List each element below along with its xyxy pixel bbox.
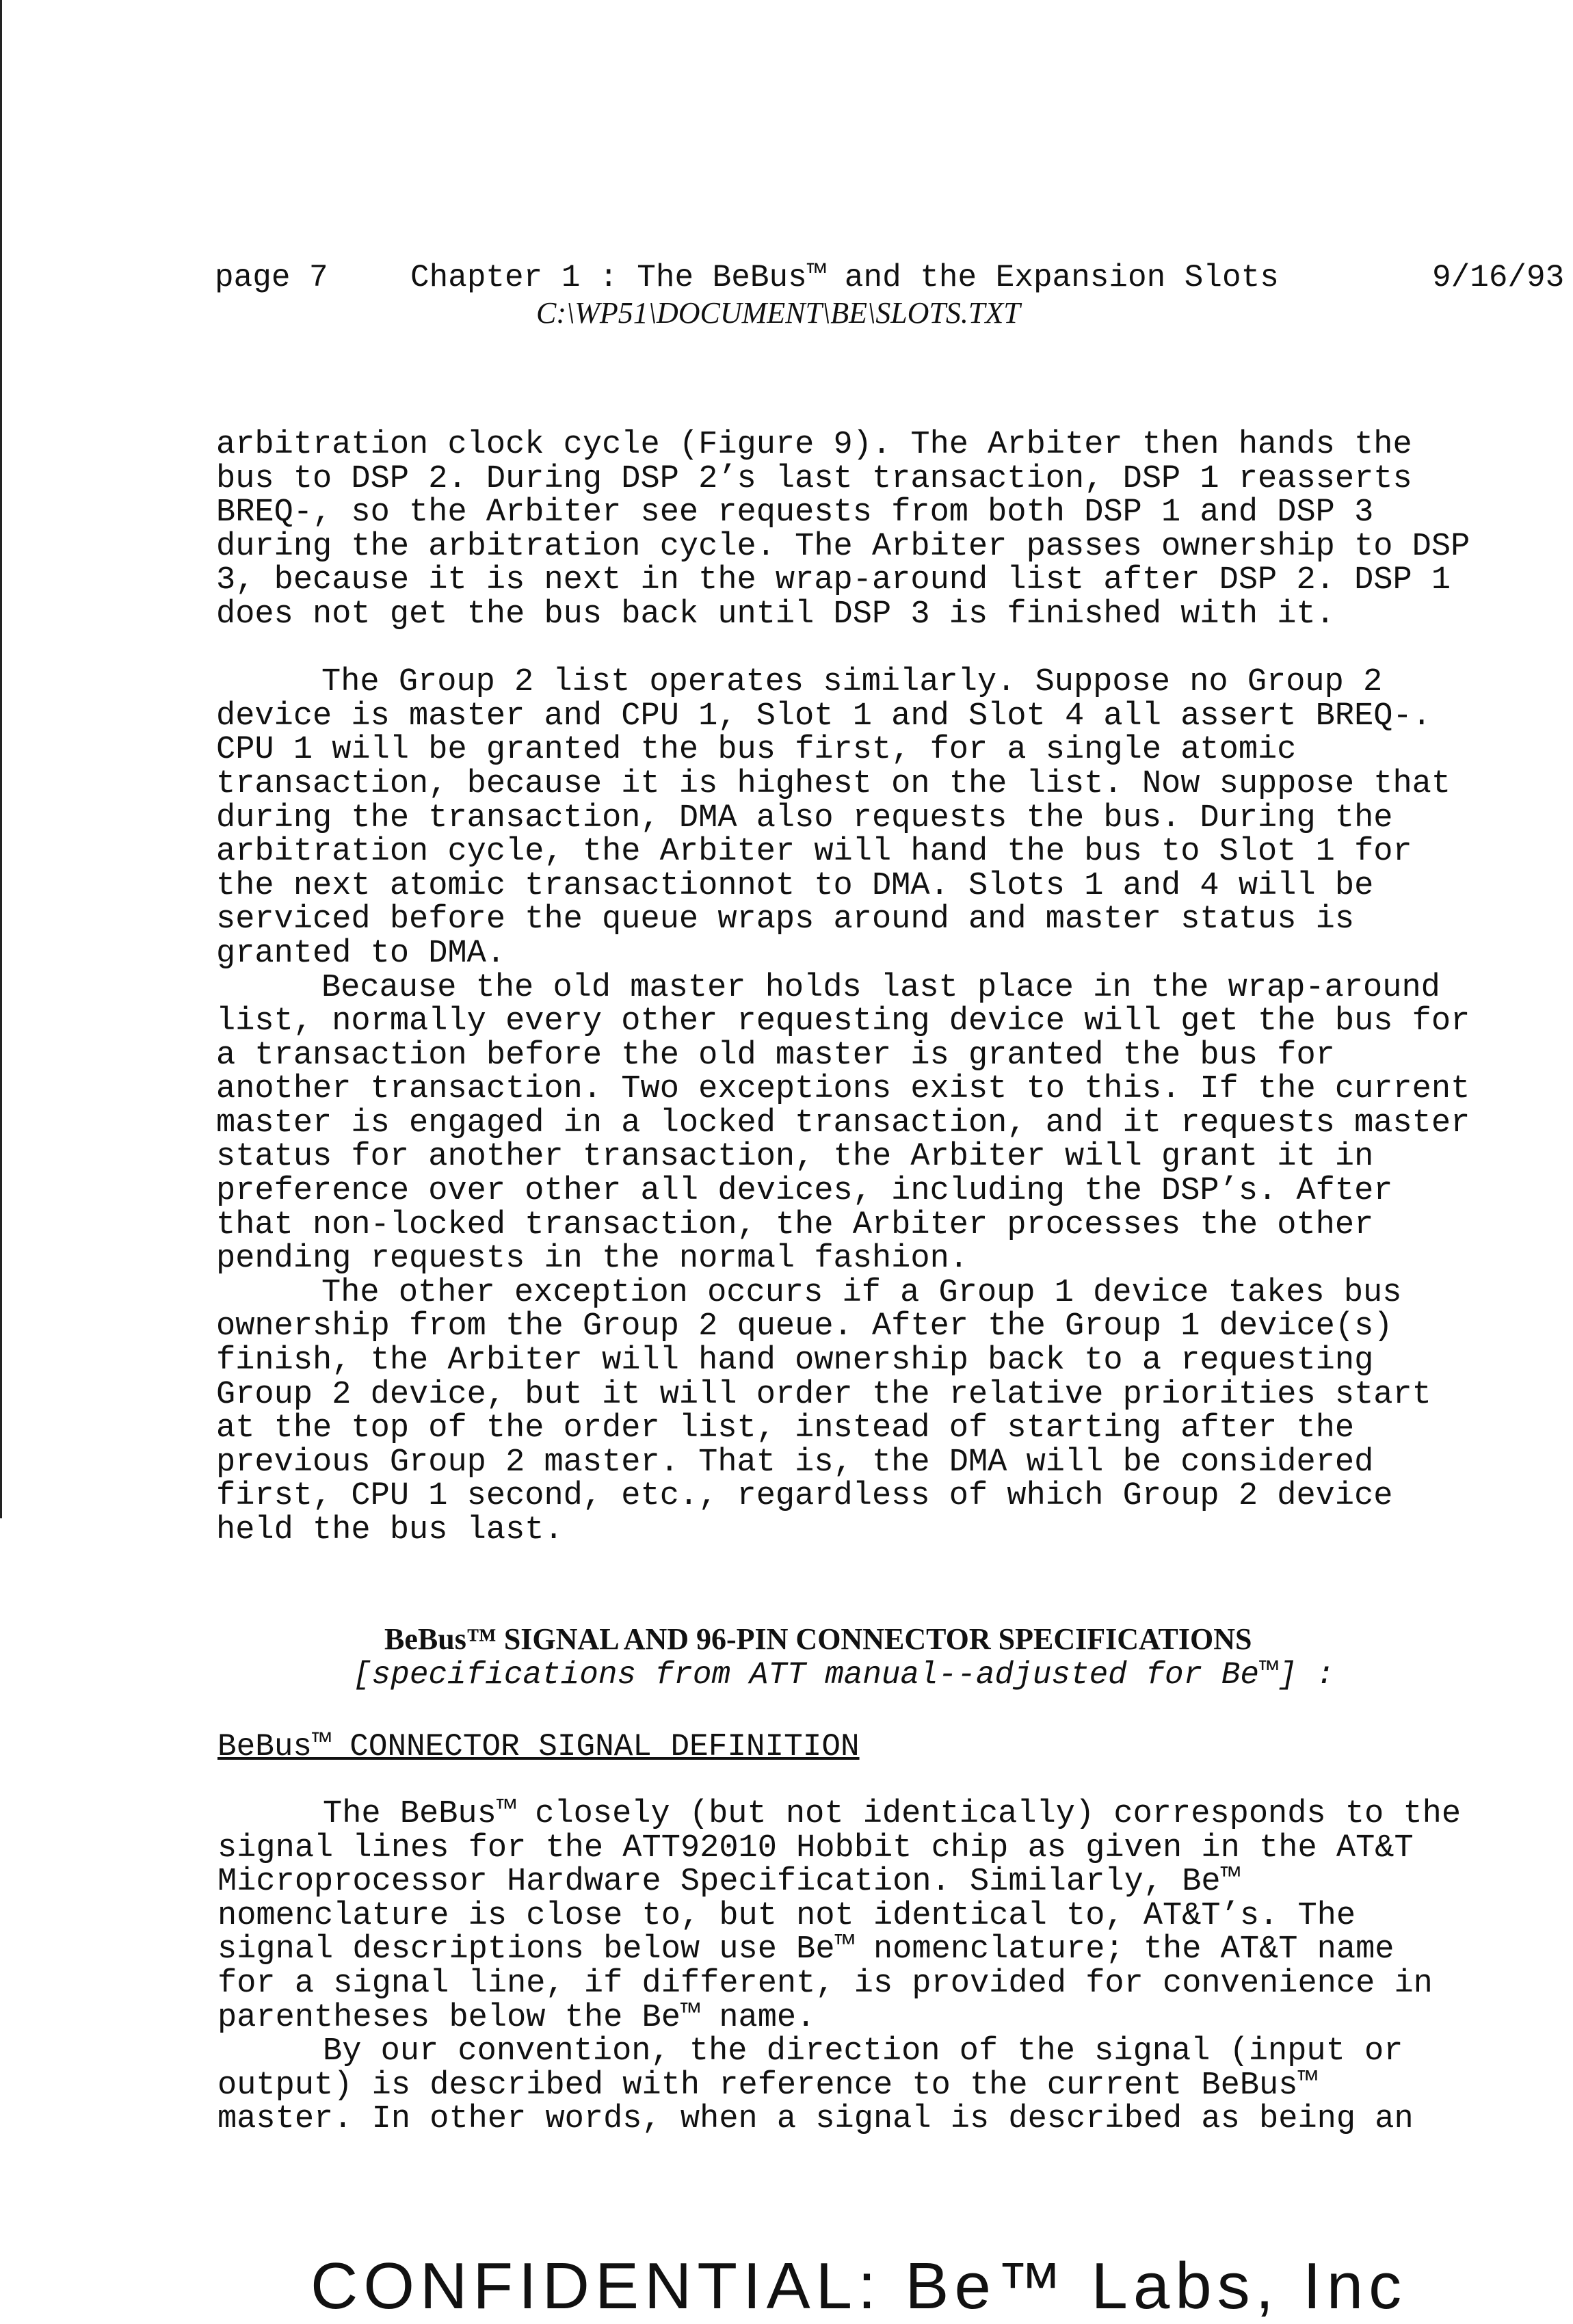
confidential-footer: CONFIDENTIAL: Be™ Labs, Inc xyxy=(310,2249,1407,2323)
text-line: transaction, because it is highest on the list. Now suppose that xyxy=(216,765,1451,802)
document-body xyxy=(216,428,1573,1548)
text-line: first, CPU 1 second, etc., regardless of which Group 2 device xyxy=(216,1478,1393,1515)
text-line: for a signal line, if different, is provided for convenience in xyxy=(217,1965,1433,2002)
text-line: does not get the bus back until DSP 3 is finished with it. xyxy=(216,596,1335,633)
text-line: pending requests in the normal fashion. xyxy=(216,1241,968,1278)
text-line: previous Group 2 master. That is, the DMA will be considered xyxy=(216,1444,1374,1481)
text-line: parentheses below the Be™ name. xyxy=(217,1999,816,2036)
text-line: The BeBus™ closely (but not identically) corresponds to the xyxy=(323,1797,1462,1832)
text-line: signal descriptions below use Be™ nomenclature; the AT&T name xyxy=(217,1931,1394,1968)
text-line: signal lines for the ATT92010 Hobbit chip as given in the AT&T xyxy=(217,1830,1414,1866)
text-line: Microprocessor Hardware Specification. Similarly, Be™ xyxy=(217,1864,1240,1901)
text-line: CPU 1 will be granted the bus first, for a single atomic xyxy=(216,732,1297,769)
paragraph xyxy=(217,1797,1573,2035)
text-line: held the bus last. xyxy=(216,1512,564,1548)
text-line: finish, the Arbiter will hand ownership back to a requesting xyxy=(216,1343,1374,1379)
section-subtitle: [specifications from ATT manual--adjusted for Be™] : xyxy=(353,1657,1335,1693)
text-line: arbitration cycle, the Arbiter will hand the bus to Slot 1 for xyxy=(216,834,1412,871)
text-line: 3, because it is next in the wrap-around list after DSP 2. DSP 1 xyxy=(216,562,1451,599)
text-line: The Group 2 list operates similarly. Suppose no Group 2 xyxy=(321,664,1383,701)
document-body-continued xyxy=(217,1797,1573,2137)
text-line: master. In other words, when a signal is described as being an xyxy=(217,2101,1414,2137)
document-file-path: C:\WP51\DOCUMENT\BE\SLOTS.TXT xyxy=(536,296,1020,330)
text-line: BREQ-, so the Arbiter see requests from both DSP 1 and DSP 3 xyxy=(216,494,1374,531)
text-line: output) is described with reference to the current BeBus™ xyxy=(217,2067,1317,2104)
text-line: arbitration clock cycle (Figure 9). The Arbiter then hands the xyxy=(216,428,1412,463)
paragraph xyxy=(216,971,1573,1276)
text-line: bus to DSP 2. During DSP 2’s last transaction, DSP 1 reasserts xyxy=(216,460,1412,497)
text-line: the next atomic transactionnot to DMA. Slots 1 and 4 will be xyxy=(216,867,1374,904)
paragraph xyxy=(217,2035,1573,2137)
text-line: at the top of the order list, instead of starting after the xyxy=(216,1410,1355,1447)
text-line: during the transaction, DMA also requests the bus. During the xyxy=(216,800,1393,836)
text-line: preference over other all devices, including the DSP’s. After xyxy=(216,1173,1393,1210)
page-number: page 7 xyxy=(215,260,328,295)
text-line: list, normally every other requesting device will get the bus for xyxy=(216,1003,1470,1040)
text-line: serviced before the queue wraps around and master status is xyxy=(216,901,1355,938)
chapter-title: Chapter 1 : The BeBus™ and the Expansion Slots xyxy=(410,260,1279,295)
text-line: ownership from the Group 2 queue. After the Group 1 device(s) xyxy=(216,1308,1393,1345)
section-title: BeBus™ SIGNAL AND 96-PIN CONNECTOR SPECIFICATIONS xyxy=(384,1622,1252,1656)
text-line: another transaction. Two exceptions exist to this. If the current xyxy=(216,1071,1470,1108)
text-line: during the arbitration cycle. The Arbiter passes ownership to DSP xyxy=(216,528,1470,565)
text-line: master is engaged in a locked transaction, and it requests master xyxy=(216,1105,1470,1141)
subsection-heading: BeBus™ CONNECTOR SIGNAL DEFINITION xyxy=(217,1729,860,1765)
text-line: a transaction before the old master is granted the bus for xyxy=(216,1037,1335,1074)
paragraph xyxy=(216,428,1573,632)
paragraph xyxy=(216,1276,1573,1548)
text-line: granted to DMA. xyxy=(216,935,506,972)
text-line: The other exception occurs if a Group 1 device takes bus xyxy=(321,1274,1402,1311)
text-line: nomenclature is close to, but not identical to, AT&T’s. The xyxy=(217,1897,1356,1934)
document-date: 9/16/93 xyxy=(1432,260,1565,295)
paragraph-gap xyxy=(216,632,1573,666)
text-line: By our convention, the direction of the signal (input or xyxy=(323,2033,1403,2070)
text-line: Group 2 device, but it will order the relative priorities start xyxy=(216,1376,1431,1413)
text-line: that non-locked transaction, the Arbiter processes the other xyxy=(216,1206,1374,1243)
text-line: device is master and CPU 1, Slot 1 and Slot 4 all assert BREQ-. xyxy=(216,698,1431,735)
left-edge-scan-line xyxy=(0,0,2,1518)
paragraph xyxy=(216,665,1573,970)
text-line: Because the old master holds last place in the wrap-around xyxy=(321,969,1440,1006)
text-line: status for another transaction, the Arbiter will grant it in xyxy=(216,1139,1374,1176)
page-header xyxy=(215,260,1573,335)
